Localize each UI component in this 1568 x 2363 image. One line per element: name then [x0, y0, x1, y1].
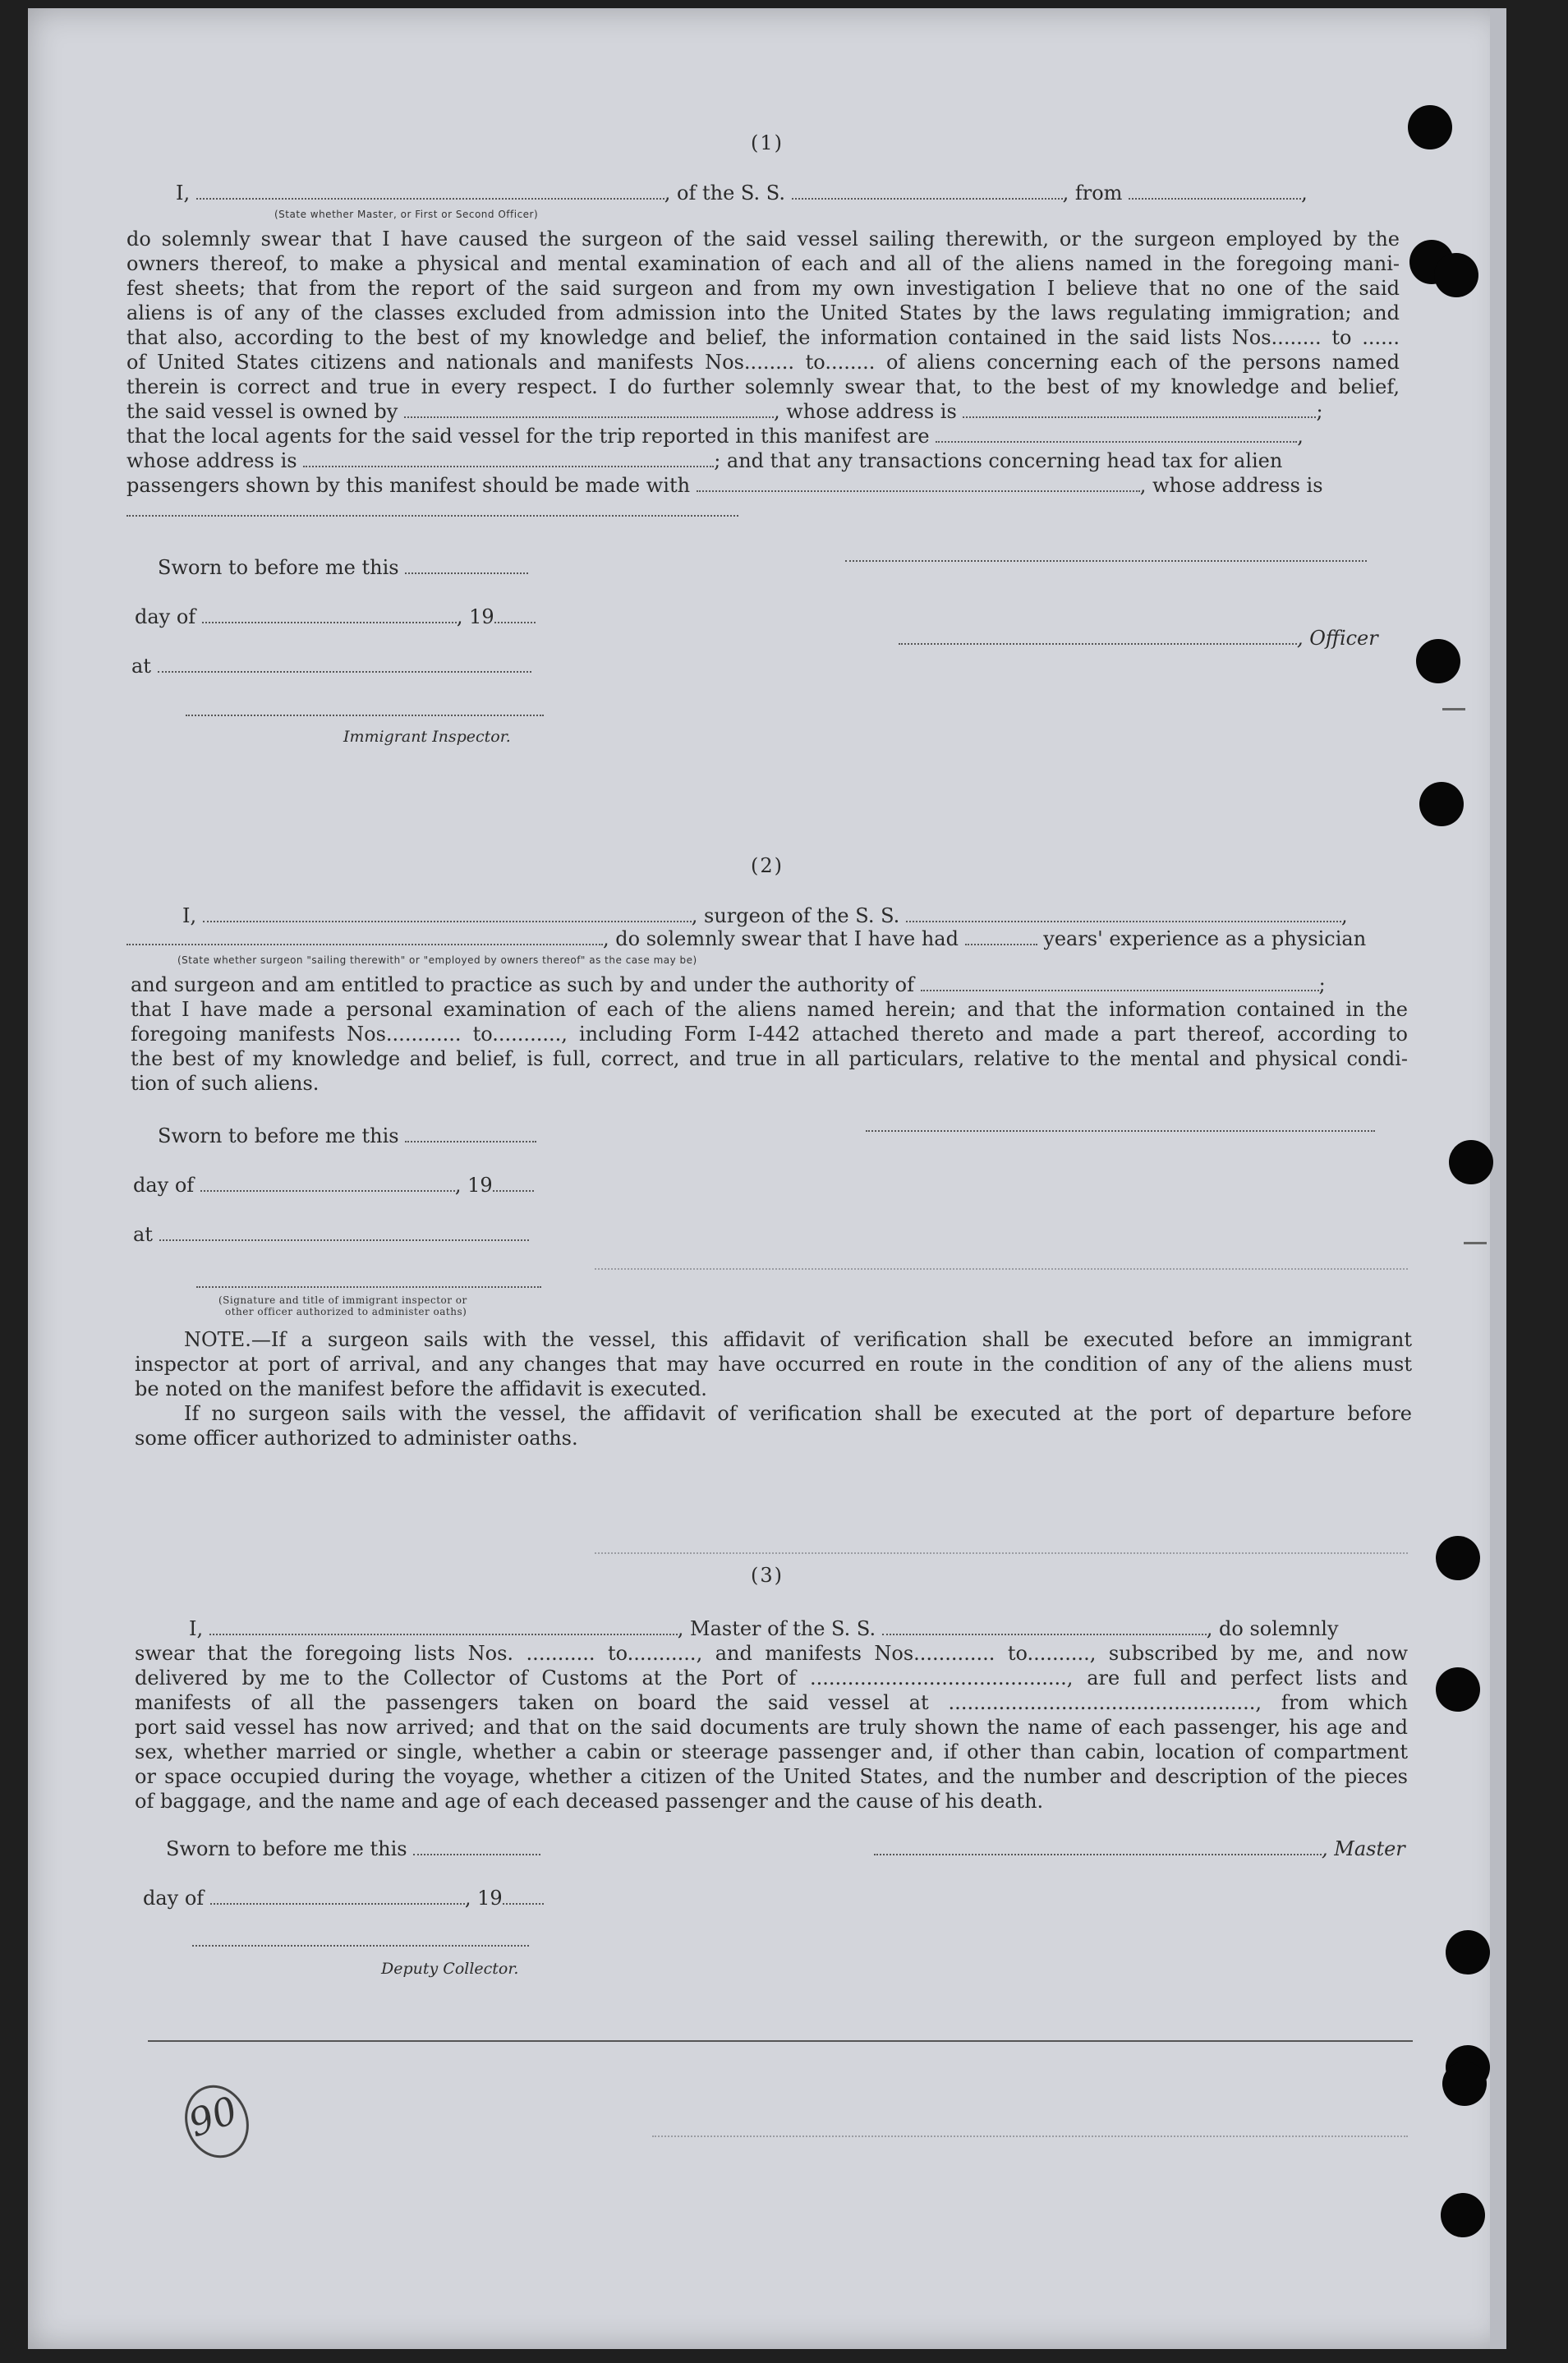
body-line: aliens is of any of the classes excluded from admission into the United States by the laws regulating immigration; and	[126, 301, 1400, 324]
body-line: fest sheets; that from the report of the said surgeon and from my own investigation I believe that no one of the said	[126, 277, 1400, 300]
at-text: at	[133, 1223, 153, 1246]
page-edge	[1490, 8, 1506, 2349]
body-line: delivered by me to the Collector of Customs at the Port of ........................................., are full and perfect lists and	[135, 1667, 1408, 1689]
sworn-date-field[interactable]	[413, 1837, 540, 1855]
of-ss-text: , of the S. S.	[664, 182, 785, 205]
master-signature-field[interactable]	[874, 1837, 1322, 1855]
body-line: that also, according to the best of my knowledge and belief, the information contained in the said lists Nos........ to ......	[126, 326, 1400, 349]
faint-signature-line	[595, 1268, 1408, 1270]
section-3-number: (3)	[751, 1564, 784, 1587]
at-line	[131, 654, 531, 678]
body-line: the best of my knowledge and belief, is full, correct, and true in all particulars, relative to the mental and physical condi-	[131, 1047, 1408, 1070]
head-tax-text: ; and that any transactions concerning head tax for alien	[714, 449, 1283, 472]
handwritten-number: 90	[182, 2087, 244, 2146]
surgeon-signature-field[interactable]	[866, 1130, 1375, 1132]
year-field[interactable]	[503, 1887, 544, 1905]
note-line: inspector at port of arrival, and any changes that may have occurred en route in the condition of any of the aliens must	[135, 1353, 1412, 1376]
sworn-text: Sworn to before me this	[158, 556, 399, 579]
body-line: manifests of all the passengers taken on board the said vessel at ................................................., from which	[135, 1691, 1408, 1714]
sworn-text: Sworn to before me this	[166, 1837, 407, 1860]
master-of-text: , Master of the S. S.	[677, 1617, 876, 1640]
authority-field[interactable]	[921, 973, 1319, 991]
head-tax-address-field[interactable]	[126, 499, 738, 517]
role-note: (State whether surgeon "sailing therewith" or "employed by owners thereof" as the case may be)	[177, 954, 697, 966]
day-of-line	[135, 605, 536, 629]
agents-address-field[interactable]	[303, 449, 714, 467]
month-field[interactable]	[202, 605, 457, 623]
owner-name-field[interactable]	[404, 400, 774, 418]
margin-mark	[1442, 708, 1465, 710]
day-of-line	[143, 1886, 544, 1910]
faint-line	[652, 2135, 1408, 2137]
owner-address-field[interactable]	[963, 400, 1316, 418]
at-line	[133, 1222, 529, 1247]
section-2-body	[131, 972, 1408, 1096]
master-text: , Master	[1322, 1837, 1405, 1860]
sworn-text: Sworn to before me this	[158, 1124, 399, 1147]
month-field[interactable]	[200, 1174, 455, 1192]
passengers-address-text: , whose address is	[1139, 474, 1323, 497]
bottom-rule	[148, 2040, 1413, 2042]
passengers-text: passengers shown by this manifest should be made with	[126, 474, 691, 497]
section-2-note	[135, 1327, 1412, 1450]
note-line: If no surgeon sails with the vessel, the affidavit of verification shall be executed at the port of departure before	[184, 1402, 1412, 1425]
section-1-number: (1)	[751, 131, 784, 154]
vessel-name-field[interactable]	[792, 182, 1063, 200]
at-text: at	[131, 655, 151, 678]
place-field[interactable]	[158, 655, 531, 673]
swear-line	[126, 926, 1366, 951]
margin-mark	[1464, 1242, 1487, 1244]
master-line	[874, 1837, 1405, 1861]
punch-hole	[1416, 639, 1460, 683]
do-solemnly-text: , do solemnly	[1206, 1617, 1339, 1640]
body-line: of United States citizens and nationals and manifests Nos........ to........ of aliens concerning each of the persons named	[126, 351, 1400, 374]
years-text: years' experience as a physician	[1043, 927, 1367, 950]
inspector-caption: Immigrant Inspector.	[343, 728, 511, 746]
head-tax-contact-field[interactable]	[697, 474, 1140, 492]
body-line: therein is correct and true in every respect. I do further solemnly swear that, to the best of my knowledge and belief,	[126, 375, 1400, 398]
officer-name-field[interactable]	[196, 182, 664, 200]
sworn-date-field[interactable]	[405, 1124, 536, 1142]
note-line: some officer authorized to administer oaths.	[135, 1427, 578, 1450]
intro-text: I,	[182, 904, 197, 927]
note-line	[135, 1327, 1412, 1352]
note-text: —If a surgeon sails with the vessel, this affidavit of verification shall be executed before an immigrant	[251, 1328, 1412, 1351]
vessel-name-field[interactable]	[906, 904, 1341, 922]
day-of-text: day of	[143, 1887, 205, 1910]
section-3-heading-line	[189, 1616, 1339, 1641]
agents-address-text: whose address is	[126, 449, 297, 472]
year-field[interactable]	[494, 605, 536, 623]
section-2-heading-line: I, , surgeon of the S. S. ,	[182, 904, 1348, 927]
owned-by-text: the said vessel is owned by	[126, 400, 398, 423]
body-line: do solemnly swear that I have caused the surgeon of the said vessel sailing therewith, or the surgeon employed by the	[126, 228, 1400, 251]
place-field[interactable]	[159, 1223, 529, 1241]
agents-field[interactable]	[936, 425, 1297, 443]
note-line: be noted on the manifest before the affidavit is executed.	[135, 1377, 707, 1400]
surgeon-name-field[interactable]	[203, 904, 692, 922]
form-page	[28, 8, 1506, 2349]
body-line: that I have made a personal examination of each of the aliens named herein; and that the information contained in the	[131, 998, 1408, 1021]
agents-line: that the local agents for the said vessel for the trip reported in this manifest are ,	[126, 425, 1304, 448]
body-line: tion of such aliens.	[131, 1072, 320, 1095]
sworn-date-field[interactable]	[405, 556, 528, 574]
years-field[interactable]	[965, 927, 1037, 945]
intro-text: I,	[176, 182, 191, 205]
body-line: sex, whether married or single, whether a cabin or steerage passenger and, if other than cabin, location of compartment	[135, 1740, 1408, 1763]
punch-hole	[1442, 2062, 1487, 2106]
deputy-caption: Deputy Collector.	[381, 1960, 519, 1978]
day-of-text: day of	[133, 1174, 195, 1197]
sworn-line	[158, 555, 528, 580]
swear-text: , do solemnly swear that I have had	[603, 927, 959, 950]
body-line: of baggage, and the name and age of each deceased passenger and the cause of his death.	[135, 1790, 1044, 1813]
punch-hole	[1436, 1667, 1480, 1712]
intro-text: I,	[189, 1617, 204, 1640]
officer-title-field[interactable]	[899, 627, 1297, 645]
passengers-line	[126, 473, 1400, 498]
punch-hole	[1446, 1930, 1490, 1975]
note-label: NOTE.	[184, 1328, 251, 1351]
agents-text: that the local agents for the said vessel for the trip reported in this manifest are	[126, 425, 930, 448]
master-name-field[interactable]	[209, 1617, 678, 1635]
body-line: or space occupied during the voyage, whether a citizen of the United States, and the number and description of the pieces	[135, 1765, 1408, 1788]
punch-hole	[1434, 253, 1478, 297]
officer-line	[899, 626, 1378, 651]
section-1-heading-line: I, , of the S. S. , from ,	[176, 182, 1308, 205]
owned-by-line: the said vessel is owned by , whose address is ;	[126, 400, 1323, 423]
year-text: , 19	[464, 1887, 503, 1910]
from-text: , from	[1062, 182, 1123, 205]
punch-hole	[1449, 1140, 1493, 1184]
inspector-signature-field[interactable]	[196, 1286, 541, 1288]
entitled-text: and surgeon and am entitled to practice as such by and under the authority of	[131, 973, 914, 996]
surgeon-role-field[interactable]	[126, 927, 603, 945]
officer-text: , Officer	[1297, 627, 1378, 650]
entitled-line: and surgeon and am entitled to practice as such by and under the authority of ;	[131, 973, 1326, 996]
month-field[interactable]	[210, 1887, 465, 1905]
punch-hole	[1419, 782, 1464, 826]
role-note: (State whether Master, or First or Second Officer)	[274, 209, 539, 220]
inspector-signature-field[interactable]	[186, 715, 544, 716]
address-continuation-line	[126, 498, 1400, 522]
signature-note: (Signature and title of immigrant inspector or	[218, 1294, 467, 1306]
body-line: swear that the foregoing lists Nos. ........... to..........., and manifests Nos............. to.........., subscribed by me, and now	[135, 1642, 1408, 1665]
year-text: , 19	[456, 605, 494, 628]
sworn-line	[158, 1124, 536, 1148]
sworn-line	[166, 1837, 540, 1861]
section-3-body	[135, 1641, 1408, 1814]
surgeon-of-text: , surgeon of the S. S.	[691, 904, 900, 927]
body-line: foregoing manifests Nos............ to..........., including Form I-442 attached thereto and made a part thereof, according to	[131, 1023, 1408, 1046]
punch-hole	[1441, 2193, 1485, 2237]
section-2-number: (2)	[751, 854, 784, 877]
from-port-field[interactable]	[1129, 182, 1301, 200]
vessel-name-field[interactable]	[882, 1617, 1207, 1635]
year-text: , 19	[454, 1174, 493, 1197]
body-line: port said vessel has now arrived; and that on the said documents are truly shown the name of each passenger, his age and	[135, 1716, 1408, 1739]
faint-line	[595, 1552, 1408, 1554]
year-field[interactable]	[493, 1174, 534, 1192]
signature-note: other officer authorized to administer oaths)	[225, 1306, 467, 1317]
section-1-body	[126, 227, 1400, 522]
deputy-signature-field[interactable]	[192, 1945, 529, 1947]
day-of-line	[133, 1173, 534, 1198]
officer-signature-field[interactable]	[845, 560, 1367, 562]
day-of-text: day of	[135, 605, 196, 628]
body-line: owners thereof, to make a physical and mental examination of each and all of the aliens named in the foregoing mani-	[126, 252, 1400, 275]
agents-address-line	[126, 448, 1400, 473]
owner-address-text: , whose address is	[773, 400, 957, 423]
